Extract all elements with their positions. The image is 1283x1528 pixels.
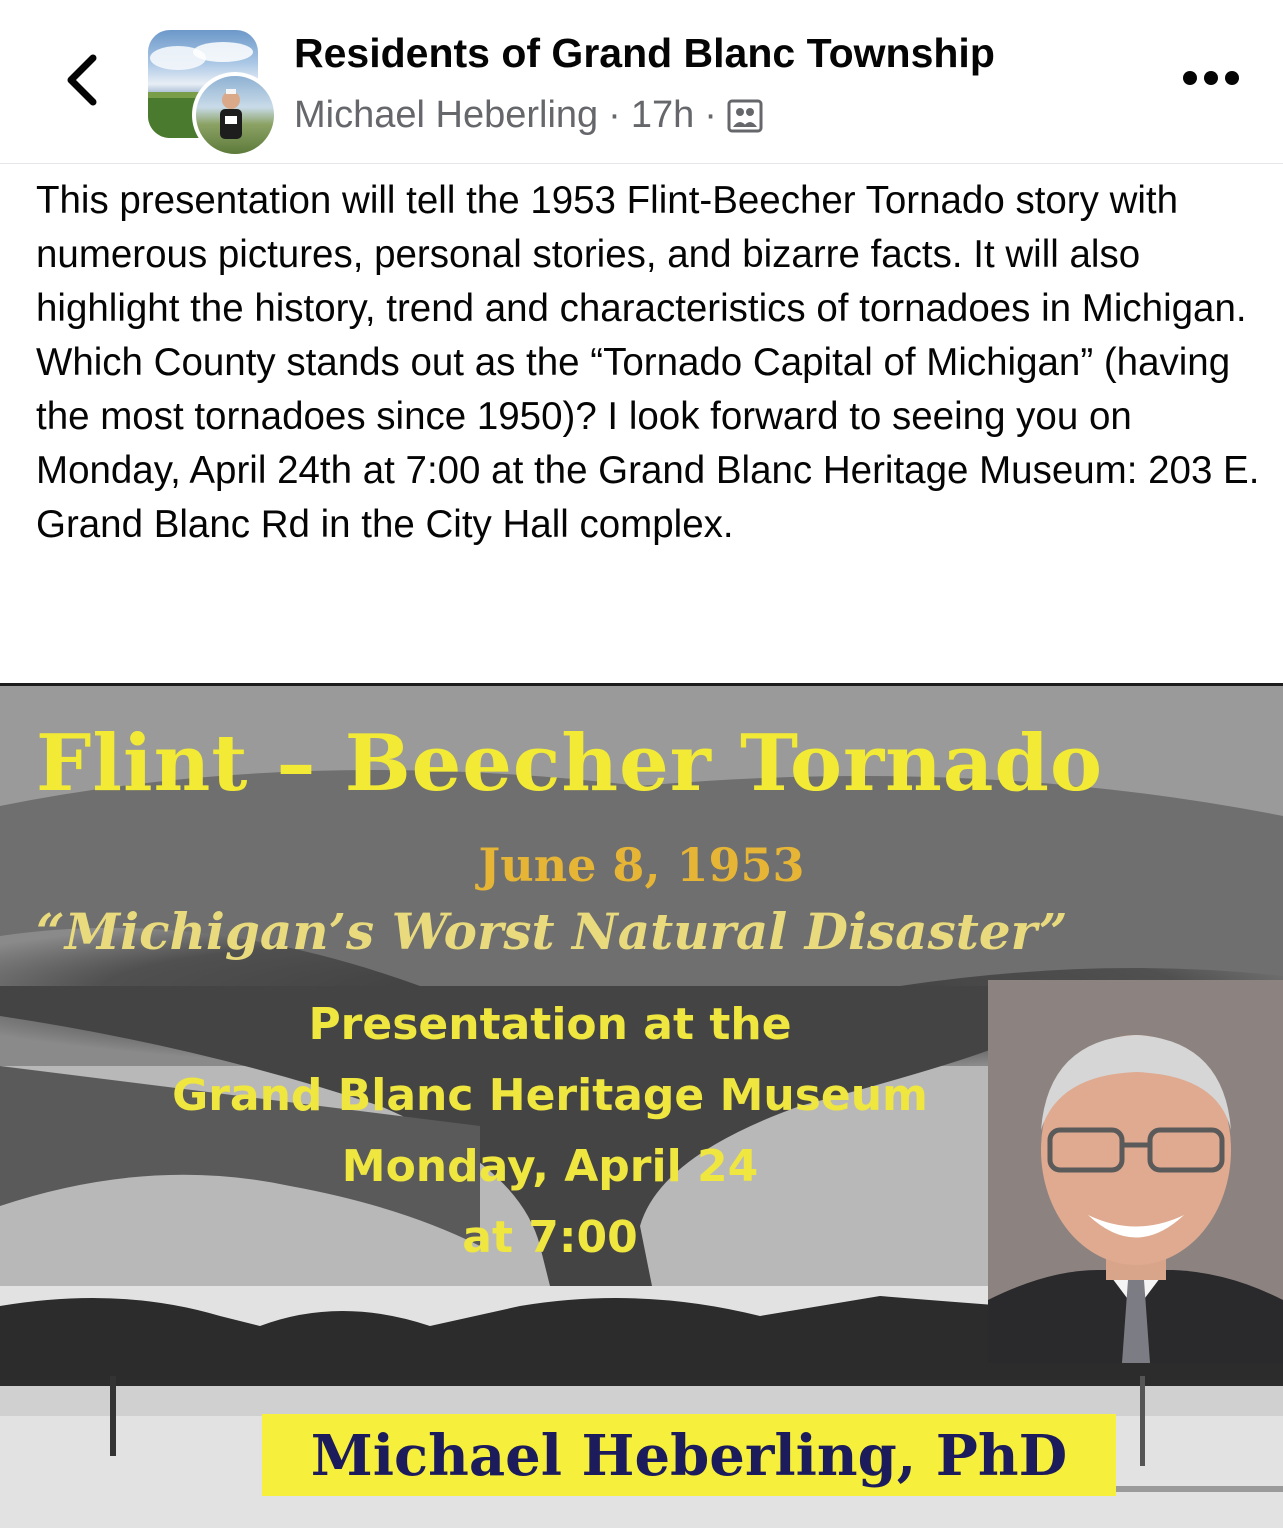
post-body-text: This presentation will tell the 1953 Flint-Beecher Tornado story with numerous pictures, personal stories, and bizarre facts. It will also highlight the history, trend and characteristics of tornadoes in Michigan. Which County stands out as the “Tornado Capital of Michigan” (having the most tornadoes since 1950)? I look forward to seeing you on Monday, April 24th at 7:00 at the Grand Blanc Heritage Museum: 203 E. Grand Blanc Rd in the City Hall complex. <box>36 179 1260 546</box>
user-avatar[interactable] <box>192 72 278 158</box>
post-image-flyer[interactable] <box>0 683 1283 1528</box>
post-header <box>0 0 1283 164</box>
post-time[interactable]: 17h <box>630 94 695 136</box>
post-meta <box>294 94 763 137</box>
flyer-date: June 8, 1953 <box>478 838 805 892</box>
group-name[interactable]: Residents of Grand Blanc Township <box>294 30 995 76</box>
more-options-icon <box>1178 58 1244 98</box>
author-name[interactable]: Michael Heberling <box>294 94 599 136</box>
flyer-title: Flint – Beecher Tornado <box>36 718 1103 809</box>
more-options-button[interactable] <box>1178 58 1244 98</box>
flyer-line-4: at 7:00 <box>462 1212 638 1263</box>
presenter-name: Michael Heberling, PhD <box>310 1423 1068 1489</box>
meta-separator: · <box>608 94 621 136</box>
flyer-line-1: Presentation at the <box>308 999 792 1050</box>
flyer-line-3: Monday, April 24 <box>341 1141 759 1192</box>
meta-separator-2: · <box>704 94 717 136</box>
back-button[interactable] <box>52 40 112 120</box>
group-members-icon <box>727 99 763 133</box>
presenter-portrait <box>988 980 1283 1363</box>
chevron-left-icon <box>65 54 99 106</box>
flyer-line-2: Grand Blanc Heritage Museum <box>172 1070 928 1121</box>
flyer-quote: “Michigan’s Worst Natural Disaster” <box>36 902 1068 961</box>
